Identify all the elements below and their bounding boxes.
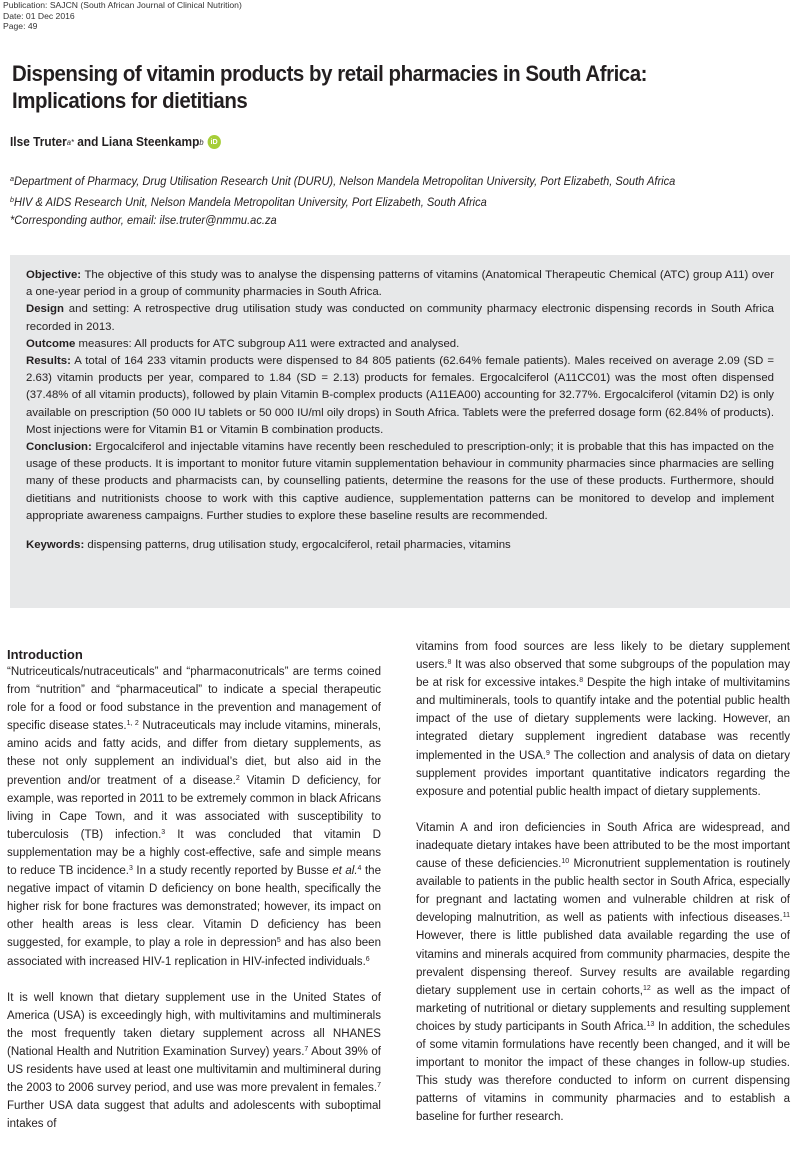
paragraph: It is well known that dietary supplement use in the United States of America (USA) is exceedingly high, with multivitamins and multiminerals the most frequently taken dietary supplement across all NHANES (National Health and Nutrition Examination Survey) years.$^7$ About 39% of US residents have used at least one multivitamin and multimineral during the 2003 to 2006 survey period, and use was more prevalent in females.$^7$ Further USA data suggest that adults and adolescents with suboptimal intakes of — [7, 991, 382, 1131]
abstract-keywords: Keywords: dispensing patterns, drug utilisation study, ergocalciferol, retail pharmacies, vitamins — [26, 539, 511, 552]
abstract-conclusion: Conclusion: Ergocalciferol and injectable vitamins have recently been rescheduled to prescription-only; it is probable that this has impacted on the usage of these products. It is important to monitor future vitamin supplementation behaviour in community pharmacies since pharmacies are selling many of these products and pharmacists can, by counselling patients, determine the reasons for the use of these products. Furthermore, should dietitians and nutritionists choose to work with this captive audience, supplementation patterns can be monitored to develop and implement appropriate awareness campaigns. Further studies to explore these baseline results are recommended. — [26, 441, 774, 522]
author-name: Ilse Truter — [10, 135, 67, 149]
paragraph: Vitamin A and iron deficiencies in South Africa are widespread, and inadequate dietary intakes have been attributed to be the most important cause of these deficiencies.$^{10}$ Micronutrient supplementation is routinely available to patients in the public health sector in South Africa, especially for pregnant and lactating women and vulnerable children at risk of developing malnutrition, as well as patients with infectious diseases.$^{11}$ However, there is little published data available regarding the use of vitamins and minerals acquired from community pharmacies, despite the prevalent dispensing thereof. Survey results are available regarding dietary supplement use in certain cohorts,$^{12}$ as well as the impact of marketing of nutritional or dietary supplements and resulting supplement choices by study participants in South Africa.$^{13}$ In addition, the schedules of some vitamin formulations have recently been changed, and it will be important to monitor the impact of these changes in follow-up studies. This study was therefore conducted to inform on current dispensing patterns of vitamins in community pharmacies and to establish a baseline for further research. — [416, 821, 790, 1124]
author-affiliation-marker: b — [199, 137, 204, 147]
title-line-2: Implications for dietitians — [12, 88, 248, 113]
abstract-objective: Objective: The objective of this study was to analyse the dispensing patterns of vitamins (Anatomical Therapeutic Chemical (ATC) group A11) over a one-year period in a group of community pharmacies in South Africa. — [26, 269, 774, 299]
author-name: Liana Steenkamp — [101, 135, 200, 149]
author-connector: and — [73, 135, 102, 149]
abstract-design: Design and setting: A retrospective drug utilisation study was conducted on community pharmacy electronic dispensing records in South Africa recorded in 2013. — [26, 303, 774, 333]
affiliation-a: $^a$Department of Pharmacy, Drug Utilisation Research Unit (DURU), Nelson Mandela Metropolitan University, Port Elizabeth, South Africa — [10, 174, 676, 188]
publication-info — [3, 0, 242, 32]
paragraph: “Nutriceuticals/nutraceuticals” and “pharmaconutricals” are terms coined from “nutrition” and “pharmaceutical” to indicate a special therapeutic role for a food or food substance in the prevention and management of specific disease states.$^{1, 2}$ Nutraceuticals may include vitamins, minerals, amino acids and fatty acids, and differ from dietary supplements, as these not only supplement an individual’s diet, but also aid in the prevention and/or treatment of a disease.$^2$ Vitamin D deficiency, for example, was reported in 2011 to be extremely common in black Africans living in Cape Town, and it was associated with susceptibility to tuberculosis (TB) infection.$^3$ It was concluded that vitamin D supplementation may be a highly cost-effective, safe and simple means to reduce TB incidence.$^3$ In a study recently reported by Busse et al.$^4$ the negative impact of vitamin D deficiency on bone health, specifically the higher risk for bone fractures was demonstrated; however, its impact on other health areas is less clear. Vitamin D deficiency has been suggested, for example, to play a role in depression$^5$ and has also been associated with increased HIV-1 replication in HIV-infected individuals.$^6$ — [7, 666, 382, 968]
section-heading: Introduction — [7, 647, 83, 662]
right-column — [416, 638, 790, 1126]
publication-line: Publication: SAJCN (South African Journal of Clinical Nutrition) — [3, 0, 242, 10]
email-link[interactable]: ilse.truter@nmmu.ac.za — [159, 214, 277, 227]
corresponding-author: *Corresponding author, email: ilse.truter@nmmu.ac.za — [10, 214, 277, 227]
paragraph: vitamins from food sources are less likely to be dietary supplement users.$^8$ It was also observed that some subgroups of the population may be at risk for excessive intakes.$^8$ Despite the high intake of multivitamins and multiminerals, tools to quantify intake and the potential public health impact of the use of dietary supplements were lacking. However, an integrated dietary supplement ingredient database was recently implemented in the USA.$^9$ The collection and analysis of data on dietary supplement provides important quantitative indicators regarding the exposure and potential public health impact of dietary supplements. — [416, 641, 790, 798]
author-affiliation-marker: a* — [66, 137, 74, 147]
article-title — [12, 60, 719, 114]
affiliations — [10, 170, 675, 230]
left-column — [7, 646, 381, 1133]
orcid-icon[interactable]: iD — [207, 135, 220, 149]
abstract-outcome: Outcome measures: All products for ATC subgroup A11 were extracted and analysed. — [26, 337, 460, 350]
affiliation-b: $^b$HIV & AIDS Research Unit, Nelson Mandela Metropolitan University, Port Elizabeth, South Africa — [10, 195, 487, 209]
title-line-1: Dispensing of vitamin products by retail pharmacies in South Africa: — [12, 61, 647, 86]
page-line: Page: 49 — [3, 21, 38, 31]
author-list — [10, 135, 221, 149]
date-line: Date: 01 Dec 2016 — [3, 10, 75, 21]
abstract-results: Results: A total of 164 233 vitamin products were dispensed to 84 805 patients (62.64% female patients). Males received on average 2.09 (SD = 2.63) vitamin products per year, compared to 1.84 (SD = 2.13) products for females. Ergocalciferol (A11CC01) was the most often dispensed (37.48% of all vitamin products), followed by plain Vitamin B-complex products (A11EA00) accounting for 32.77%. Ergocalciferol (vitamin D2) is only available on prescription (50 000 IU tablets or 50 000 IU/ml oily drops) in South Africa. Tablets were the preferred dosage form (62.84% of products). Most injections were for Vitamin B1 or Vitamin B combination products. — [26, 355, 774, 436]
abstract-box — [10, 255, 790, 608]
